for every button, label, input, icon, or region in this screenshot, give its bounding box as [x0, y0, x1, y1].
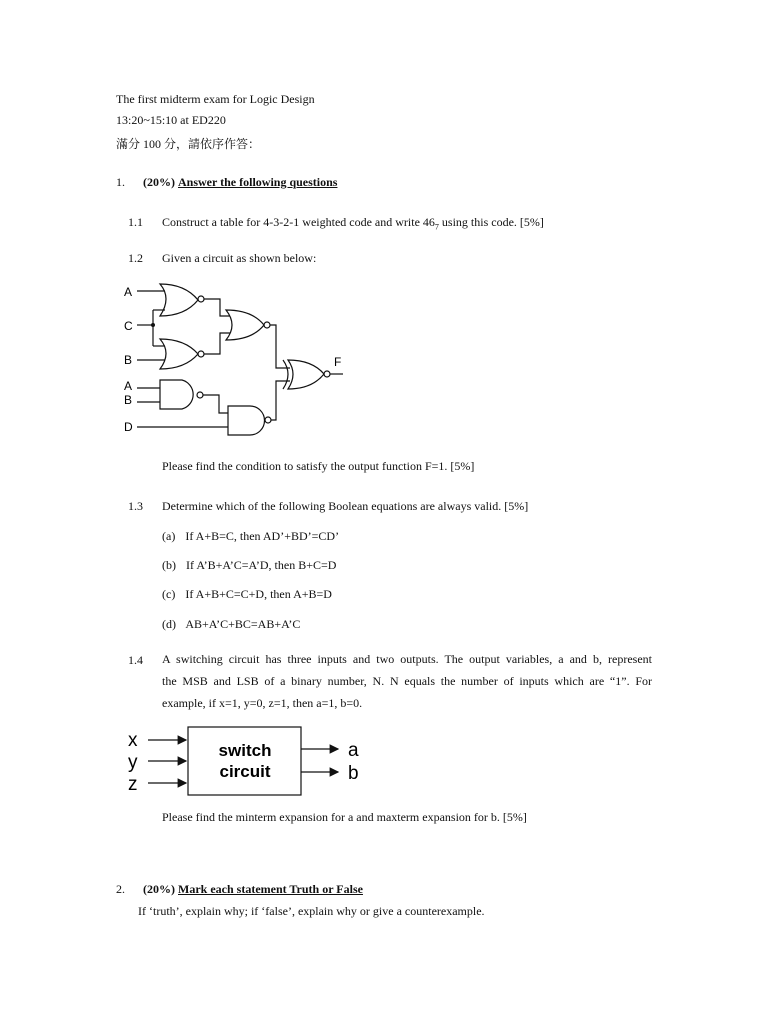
box-label-circuit: circuit — [219, 762, 271, 781]
exam-time-place: 13:20~15:10 at ED220 — [116, 113, 226, 127]
circuit-label-a1: A — [124, 285, 133, 299]
option-label: (d) — [162, 617, 176, 631]
circuit-label-c: C — [124, 319, 133, 333]
q1-2-text: Given a circuit as shown below: — [162, 251, 317, 265]
option-text: AB+A’C+BC=AB+A’C — [185, 617, 301, 631]
q2-text: If ‘truth’, explain why; if ‘false’, explain why or give a counterexample. — [138, 904, 485, 918]
circuit-label-d: D — [124, 420, 133, 434]
q1-2-followup: Please find the condition to satisfy the output function F=1. [5%] — [162, 459, 475, 473]
q2-heading — [116, 882, 363, 897]
q2-number: 2. — [116, 882, 125, 896]
q1-4-line-1: A switching circuit has three inputs and two outputs. The output variables, a and b, represent — [162, 652, 652, 666]
exam-title: The first midterm exam for Logic Design — [116, 92, 315, 106]
switch-circuit-box — [188, 727, 301, 795]
option-label: (b) — [162, 558, 176, 572]
option-label: (c) — [162, 587, 176, 601]
option-text: If A’B+A’C=A’D, then B+C=D — [186, 558, 337, 572]
q1-2-number: 1.2 — [128, 251, 143, 265]
circuit-label-b1: B — [124, 353, 133, 367]
q1-1-number: 1.1 — [128, 215, 143, 229]
q2-title: Mark each statement Truth or False — [178, 882, 363, 896]
q1-1-text-before: Construct a table for 4-3-2-1 weighted code and write 46 — [162, 215, 435, 229]
circuit-label-f: F — [334, 355, 342, 369]
input-label-x: x — [128, 730, 138, 751]
q1-4-line-3: example, if x=1, y=0, z=1, then a=1, b=0. — [162, 696, 363, 710]
circuit-label-a2: A — [124, 379, 133, 393]
q1-points: (20%) — [143, 175, 175, 189]
box-label-switch: switch — [218, 741, 272, 760]
q1-3-number: 1.3 — [128, 499, 143, 513]
exam-instructions: 滿分 100 分，請依序作答： — [116, 137, 261, 151]
q1-3-text: Determine which of the following Boolean equations are always valid. [5%] — [162, 499, 529, 513]
input-label-y: y — [128, 752, 138, 773]
q1-1-subscript: 7 — [434, 222, 439, 232]
q1-1-text-after: using this code. [5%] — [438, 215, 544, 229]
q2-points: (20%) — [143, 882, 175, 896]
q1-4-line-2: the MSB and LSB of a binary number, N. N equals the number of inputs which are “1”. For — [162, 674, 652, 688]
output-label-a: a — [348, 740, 359, 761]
input-label-z: z — [128, 774, 138, 795]
option-text: If A+B+C=C+D, then A+B=D — [185, 587, 332, 601]
q1-4-number: 1.4 — [128, 653, 143, 667]
q1-4-followup: Please find the minterm expansion for a and maxterm expansion for b. [5%] — [162, 810, 527, 824]
circuit-label-b2: B — [124, 393, 133, 407]
q1-title: Answer the following questions — [178, 175, 338, 189]
q1-number: 1. — [116, 175, 125, 189]
option-text: If A+B=C, then AD’+BD’=CD’ — [185, 529, 340, 543]
output-label-b: b — [348, 763, 359, 784]
option-label: (a) — [162, 529, 176, 543]
